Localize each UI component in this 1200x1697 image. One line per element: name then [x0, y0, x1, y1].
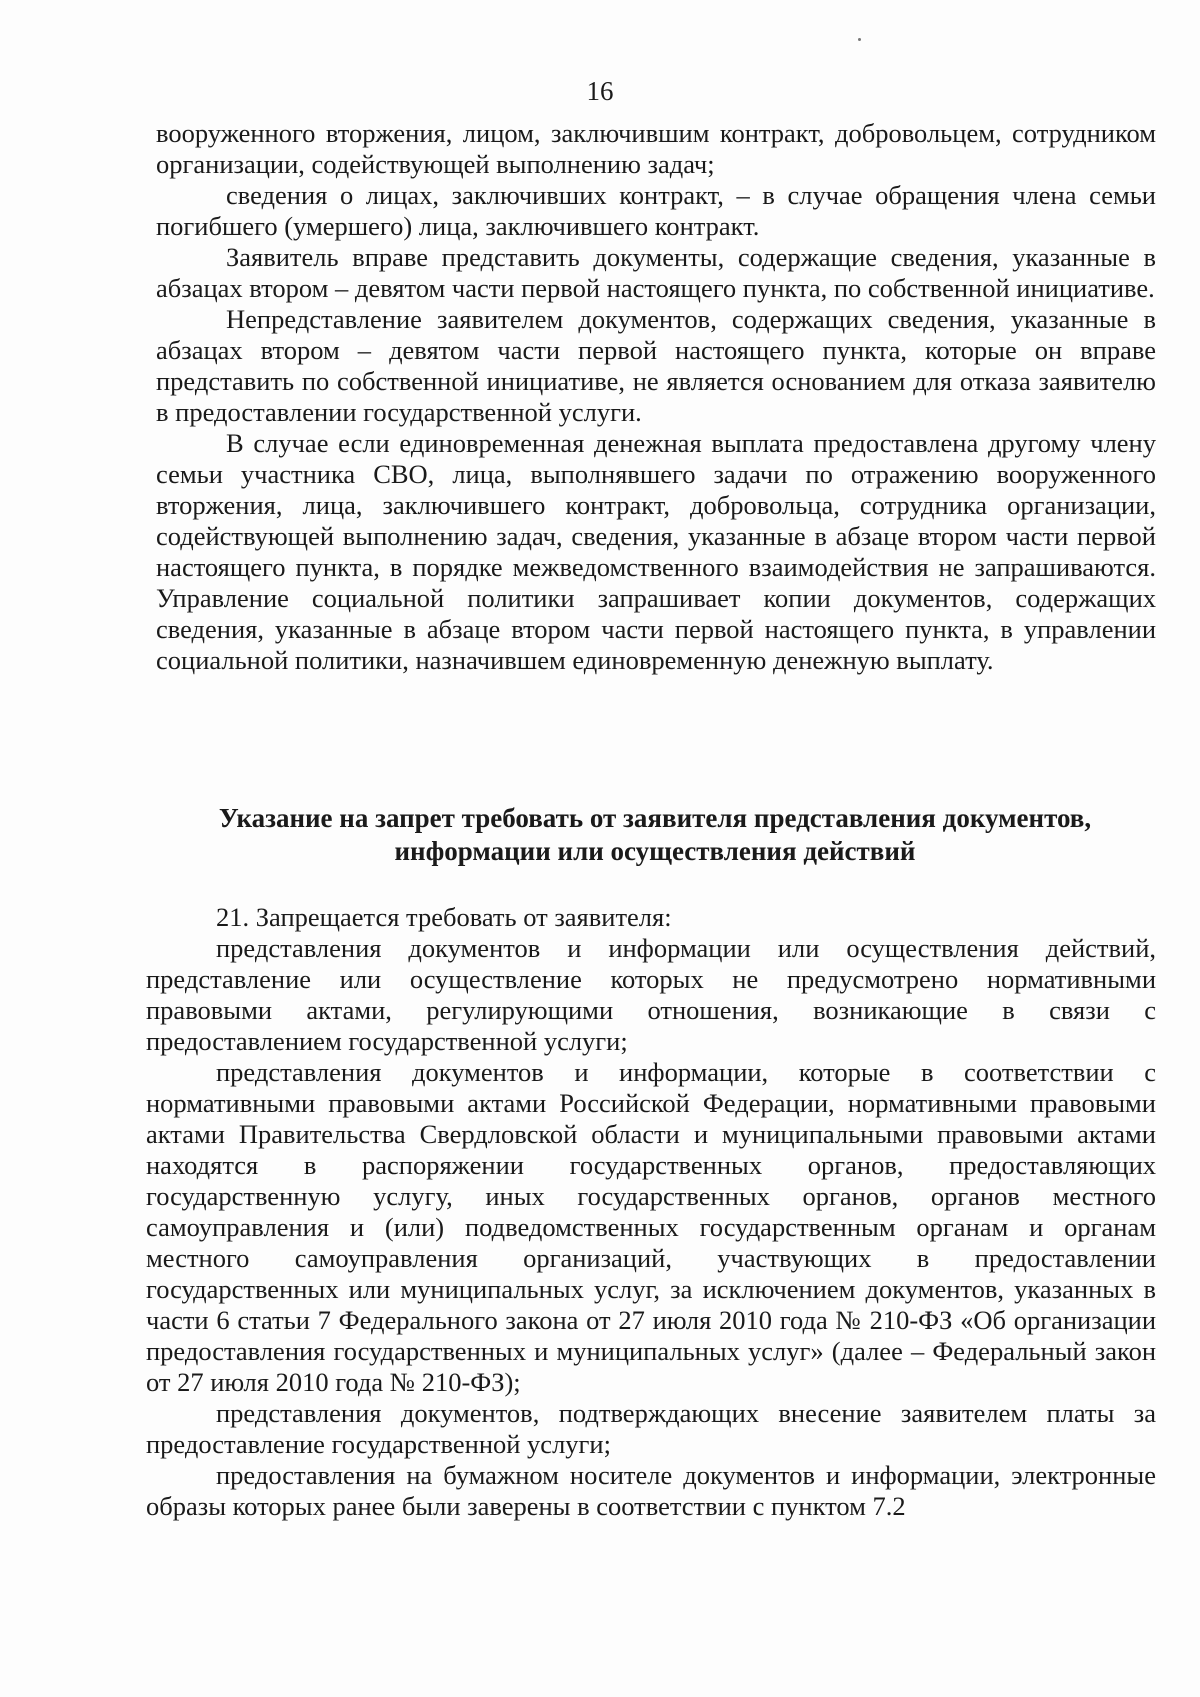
scan-dot [858, 38, 861, 41]
page-number: 16 [586, 76, 614, 106]
paragraph: 21. Запрещается требовать от заявителя: [216, 902, 672, 932]
paragraph: сведения о лицах, заключивших контракт, – в случае обращения члена семьи погибшего (умершего) лица, заключившего контракт. [156, 180, 1156, 241]
paragraph: представления документов и информации или осуществления действий, представление или осуществление которых не предусмотрено нормативными правовыми актами, регулирующими отношения, возникающие в связи с предоставлением государственной услуги; [146, 933, 1156, 1056]
body-text-bottom [146, 902, 1156, 1522]
paragraph: представления документов и информации, которые в соответствии с нормативными правовыми актами Российской Федерации, нормативными правовыми актами Правительства Свердловской области и муниципальными правовыми актами находятся в распоряжении государственных органов, предоставляющих государственную услугу, иных государственных органов, органов местного самоуправления и (или) подведомственных государственным органам и органам местного самоуправления организаций, участвующих в предоставлении государственных или муниципальных услуг, за исключением документов, указанных в части 6 статьи 7 Федерального закона от 27 июля 2010 года № 210-ФЗ «Об организации предоставления государственных и муниципальных услуг» (далее – Федеральный закон от 27 июля 2010 года № 210-ФЗ); [146, 1057, 1156, 1397]
paragraph: представления документов, подтверждающих внесение заявителем платы за предоставление государственной услуги; [146, 1398, 1156, 1459]
section-heading [150, 802, 1160, 868]
body-text-top [156, 118, 1156, 676]
paragraph: предоставления на бумажном носителе документов и информации, электронные образы которых ранее были заверены в соответствии с пунктом 7.2 [146, 1460, 1156, 1521]
paragraph: В случае если единовременная денежная выплата предоставлена другому члену семьи участника СВО, лица, выполнявшего задачи по отражению вооруженного вторжения, лица, заключившего контракт, добровольца, сотрудника организации, содействующей выполнению задач, сведения, указанные в абзаце втором части первой настоящего пункта, в порядке межведомственного взаимодействия не запрашиваются. Управление социальной политики запрашивает копии документов, содержащих сведения, указанные в абзаце втором части первой настоящего пункта, в управлении социальной политики, назначившем единовременную денежную выплату. [156, 428, 1156, 675]
paragraph: Непредставление заявителем документов, содержащих сведения, указанные в абзацах втором – девятом части первой настоящего пункта, которые он вправе представить по собственной инициативе, не является основанием для отказа заявителю в предоставлении государственной услуги. [156, 304, 1156, 427]
paragraph: Заявитель вправе представить документы, содержащие сведения, указанные в абзацах втором – девятом части первой настоящего пункта, по собственной инициативе. [156, 242, 1156, 303]
heading-line: Указание на запрет требовать от заявителя представления документов, [218, 803, 1092, 833]
heading-line: информации или осуществления действий [394, 836, 916, 866]
paragraph: вооруженного вторжения, лицом, заключившим контракт, добровольцем, сотрудником организации, содействующей выполнению задач; [156, 118, 1156, 179]
